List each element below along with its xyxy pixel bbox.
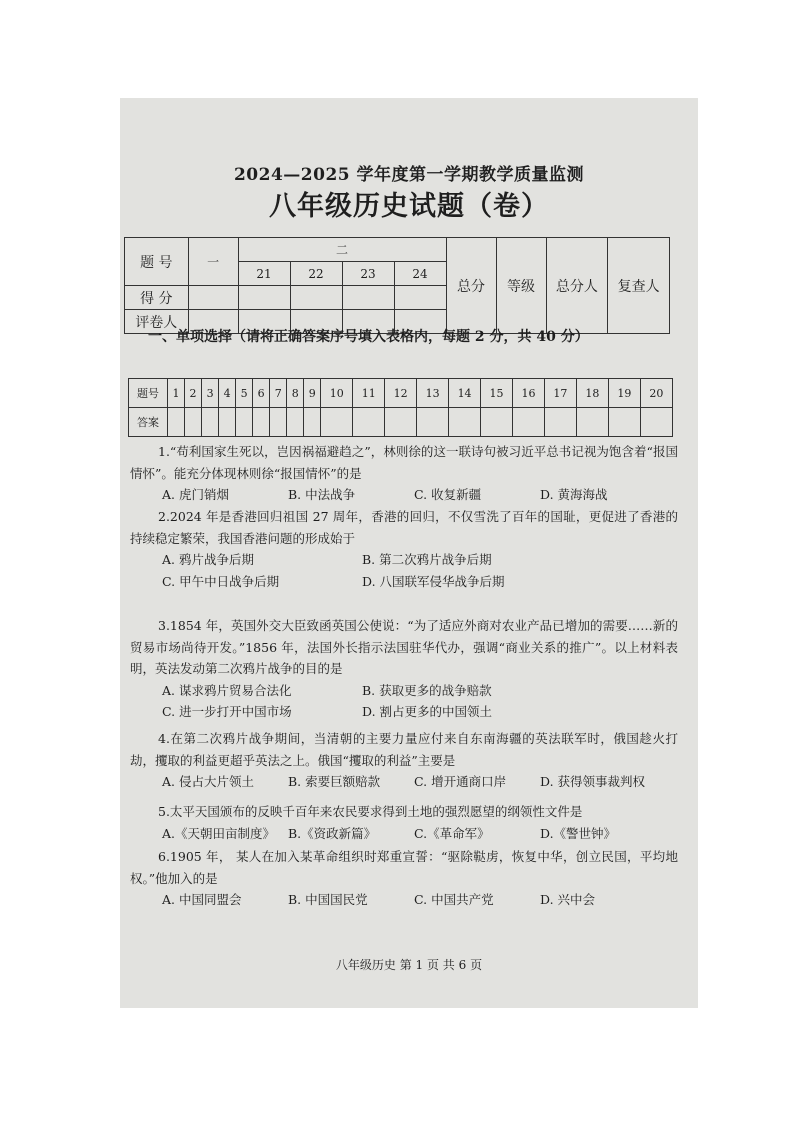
answer-table-number: 11: [353, 379, 385, 408]
score-table-col-one: 一: [188, 238, 238, 286]
question-options: [130, 549, 678, 571]
answer-cell[interactable]: [513, 408, 545, 437]
score-table-sub-24: 24: [394, 262, 446, 286]
answer-table-number: 5: [236, 379, 253, 408]
answer-table-number: 9: [304, 379, 321, 408]
answer-table-number: 14: [449, 379, 481, 408]
answer-table-number: 8: [287, 379, 304, 408]
option-d[interactable]: D. 八国联军侵华战争后期: [362, 573, 505, 589]
question-options: [130, 701, 678, 723]
answer-table-number: 3: [202, 379, 219, 408]
page-footer: 八年级历史 第 1 页 共 6 页: [335, 958, 483, 972]
question-options: [130, 823, 678, 845]
score-table-grade: 等级: [496, 238, 546, 334]
score-table-col-two: 二: [238, 238, 446, 262]
answer-table-number: 13: [417, 379, 449, 408]
answer-table-number: 18: [576, 379, 608, 408]
question-6: [130, 846, 678, 911]
option-b[interactable]: B.《资政新篇》: [288, 825, 377, 841]
question-stem: 4.在第二次鸦片战争期间，当清朝的主要力量应付来自东南海疆的英法联军时，俄国趁火打劫，攫取的利益更超乎英法之上。俄国“攫取的利益”主要是: [130, 731, 678, 768]
answer-cell[interactable]: [304, 408, 321, 437]
option-d[interactable]: D. 兴中会: [540, 892, 596, 907]
answer-cell[interactable]: [236, 408, 253, 437]
option-b[interactable]: B. 索要巨额赔款: [288, 774, 381, 789]
score-table-reviewer: 复查人: [608, 238, 670, 334]
question-options: [130, 484, 678, 506]
option-c[interactable]: C. 增开通商口岸: [414, 774, 507, 789]
answer-table-number: 19: [608, 379, 640, 408]
answer-cell[interactable]: [287, 408, 304, 437]
option-d[interactable]: D.《警世钟》: [540, 825, 617, 841]
answer-cell[interactable]: [608, 408, 640, 437]
score-cell[interactable]: [342, 286, 394, 310]
answer-cell[interactable]: [449, 408, 481, 437]
score-table-score-label: 得 分: [125, 286, 189, 310]
score-table-question-label: 题 号: [125, 238, 189, 286]
answer-cell[interactable]: [185, 408, 202, 437]
answer-table-number: 20: [640, 379, 672, 408]
answer-table-number: 16: [513, 379, 545, 408]
score-table-total: 总分: [446, 238, 496, 334]
option-c[interactable]: C. 甲午中日战争后期: [162, 573, 280, 589]
answer-cell[interactable]: [385, 408, 417, 437]
score-table-total-scorer: 总分人: [546, 238, 608, 334]
option-c[interactable]: C. 中国共产党: [414, 892, 494, 907]
score-table-grader-label: 评卷人: [125, 310, 189, 334]
answer-table-number: 4: [219, 379, 236, 408]
question-options: [130, 571, 678, 593]
question-options: [130, 680, 678, 702]
option-b[interactable]: B. 第二次鸦片战争后期: [362, 552, 492, 567]
answer-table-number: 7: [270, 379, 287, 408]
question-stem: 6.1905 年， 某人在加入某革命组织时郑重宣誓：“驱除鞑虏，恢复中华，创立民国，平均地权。”他加入的是: [130, 849, 678, 886]
option-b[interactable]: B. 中国国民党: [288, 892, 368, 907]
answer-cell[interactable]: [321, 408, 353, 437]
option-a[interactable]: A. 侵占大片领土: [162, 774, 254, 789]
answer-table-answer-label: 答案: [129, 408, 168, 437]
answer-cell[interactable]: [640, 408, 672, 437]
answer-table: [128, 378, 673, 437]
answer-table-number: 15: [481, 379, 513, 408]
score-table-sub-23: 23: [342, 262, 394, 286]
answer-table-number: 17: [544, 379, 576, 408]
answer-table-question-label: 题号: [129, 379, 168, 408]
answer-cell[interactable]: [417, 408, 449, 437]
section1-heading: 一、单项选择（请将正确答案序号填入表格内，每题 2 分，共 40 分）: [148, 329, 589, 345]
score-table: [124, 237, 670, 334]
exam-paper: [120, 98, 698, 1008]
question-options: [130, 771, 678, 793]
option-a[interactable]: A. 鸦片战争后期: [162, 552, 254, 567]
question-2: [130, 506, 678, 592]
option-c[interactable]: C. 进一步打开中国市场: [162, 704, 292, 719]
answer-cell[interactable]: [481, 408, 513, 437]
question-options: [130, 889, 678, 911]
option-a[interactable]: A. 虎门销烟: [162, 487, 229, 502]
option-a[interactable]: A. 谋求鸦片贸易合法化: [162, 682, 292, 698]
question-5: [130, 801, 678, 844]
answer-cell[interactable]: [544, 408, 576, 437]
score-table-sub-22: 22: [290, 262, 342, 286]
option-d[interactable]: D. 黄海海战: [540, 487, 608, 502]
answer-table-number: 6: [253, 379, 270, 408]
score-cell[interactable]: [394, 286, 446, 310]
answer-cell[interactable]: [353, 408, 385, 437]
answer-table-number: 1: [168, 379, 185, 408]
answer-cell[interactable]: [576, 408, 608, 437]
answer-table-number: 2: [185, 379, 202, 408]
option-c[interactable]: C.《革命军》: [414, 825, 490, 841]
answer-table-number: 12: [385, 379, 417, 408]
answer-cell[interactable]: [202, 408, 219, 437]
answer-cell[interactable]: [253, 408, 270, 437]
option-c[interactable]: C. 收复新疆: [414, 487, 482, 502]
option-d[interactable]: D. 割占更多的中国领土: [362, 704, 493, 719]
answer-cell[interactable]: [219, 408, 236, 437]
score-cell[interactable]: [188, 286, 238, 310]
score-table-sub-21: 21: [238, 262, 290, 286]
option-b[interactable]: B. 中法战争: [288, 487, 356, 502]
answer-table-number: 10: [321, 379, 353, 408]
exam-title-line1: 2024—2025 学年度第一学期教学质量监测: [233, 165, 585, 185]
question-stem: 2.2024 年是香港回归祖国 27 周年，香港的回归，不仅雪洗了百年的国耻，更促进了香港的持续稳定繁荣，我国香港问题的形成始于: [130, 509, 678, 546]
question-1: [130, 441, 678, 506]
question-4: [130, 728, 678, 793]
option-a[interactable]: A. 中国同盟会: [162, 892, 242, 907]
question-3: [130, 615, 678, 723]
question-stem: 5.太平天国颁布的反映千百年来农民要求得到土地的强烈愿望的纲领性文件是: [158, 804, 583, 819]
option-d[interactable]: D. 获得领事裁判权: [540, 774, 646, 789]
option-a[interactable]: A.《天朝田亩制度》: [162, 825, 276, 841]
exam-title-line2: 八年级历史试题（卷）: [269, 191, 549, 222]
answer-cell[interactable]: [270, 408, 287, 437]
score-cell[interactable]: [290, 286, 342, 310]
score-cell[interactable]: [238, 286, 290, 310]
question-stem: 3.1854 年，英国外交大臣致函英国公使说：“为了适应外商对农业产品已增加的需要……新的贸易市场尚待开发。”1856 年，法国外长指示法国驻华代办，强调“商业关系的推广”。以上材料表明，英法发动第二次鸦片战争的目的是: [130, 618, 678, 676]
option-b[interactable]: B. 获取更多的战争赔款: [362, 682, 492, 698]
answer-cell[interactable]: [168, 408, 185, 437]
question-stem: 1.“苟利国家生死以，岂因祸福避趋之”，林则徐的这一联诗句被习近平总书记视为饱含着“报国情怀”。能充分体现林则徐“报国情怀”的是: [130, 444, 678, 481]
